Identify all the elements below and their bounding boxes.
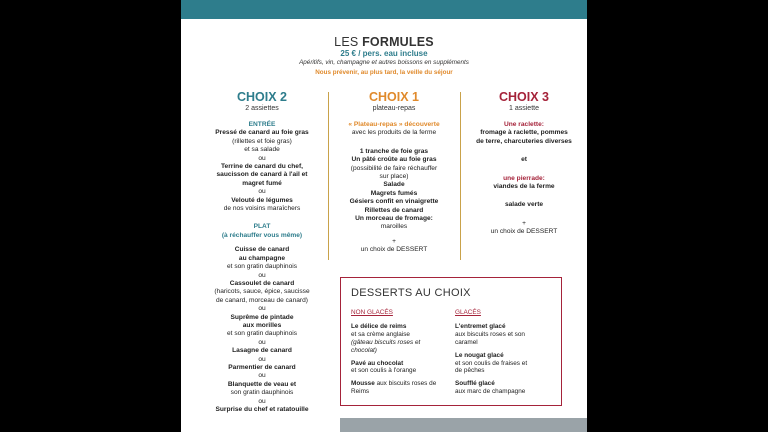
menu-item: Rillettes de canard: [364, 206, 424, 214]
desserts-title: DESSERTS AU CHOIX: [351, 287, 471, 299]
dessert-item: L'entremet glacé aux biscuits roses et son caramel: [455, 322, 525, 346]
menu-item: Blanquette de veau et: [227, 380, 297, 388]
choix3-subtitle: 1 assiette: [509, 105, 539, 112]
menu-item: Salade: [383, 181, 405, 189]
menu-item: Suprême de pintade: [230, 313, 294, 321]
dessert-item: Soufflé glacé aux marc de champagne: [455, 380, 526, 396]
footer-photo: [340, 418, 587, 432]
menu-item: saucisson de canard à l'ail et: [216, 171, 308, 179]
desserts-box: [340, 277, 562, 406]
page-title: LES FORMULES: [334, 35, 434, 49]
menu-item-note: (rillettes et foie gras): [232, 137, 292, 145]
plat-label: PLAT: [253, 223, 271, 231]
menu-item: aux morilles: [242, 321, 282, 329]
choix3-title: CHOIX 3: [498, 90, 549, 104]
menu-item-note: et son gratin dauphinois: [226, 330, 298, 338]
menu-item-note: maroilles: [380, 223, 408, 231]
non-glaces-heading: NON GLACÉS: [351, 309, 393, 316]
menu-item: Gésiers confit en vinaigrette: [349, 198, 439, 206]
dessert-choice: un choix de DESSERT: [490, 228, 558, 236]
choix1-column: [329, 91, 459, 255]
plus-sign: +: [392, 237, 396, 245]
plateau-tag: « Plateau-repas » découverte: [348, 121, 440, 128]
menu-item: Magrets fumés: [370, 189, 418, 197]
or-separator: ou: [258, 338, 266, 346]
choix1-subtitle: plateau-repas: [372, 105, 416, 112]
price-line: 25 € / pers. eau incluse: [340, 49, 428, 58]
choix2-subtitle: 2 assiettes: [245, 105, 279, 112]
column-divider: [460, 92, 461, 260]
choix3-column: [463, 91, 585, 237]
menu-item: Un pâté croûte au foie gras: [351, 156, 437, 164]
glaces-column: [455, 309, 559, 401]
raclette-label: Une raclette:: [504, 121, 544, 128]
or-separator: ou: [258, 397, 266, 405]
menu-item: Terrine de canard du chef,: [221, 163, 303, 171]
menu-item-note: de canard, morceau de canard): [215, 296, 308, 304]
menu-item-note: (haricots, sauce, épice, saucisse: [214, 288, 310, 296]
menu-item-note: (possibilité de faire réchauffer: [350, 164, 438, 172]
dessert-item: Le délice de reims et sa crème anglaise (gâteau biscuits roses et chocolat): [351, 322, 421, 354]
menu-item-note: et son gratin dauphinois: [226, 263, 298, 271]
glaces-heading: GLACÉS: [455, 309, 481, 316]
menu-item-note: et sa salade: [244, 146, 280, 154]
menu-item: Cuisse de canard: [234, 246, 290, 254]
menu-page: [181, 0, 587, 432]
or-separator: ou: [258, 372, 266, 380]
or-separator: ou: [258, 271, 266, 279]
menu-item: au champagne: [238, 254, 286, 262]
dessert-item: Le nougat glacé et son coulis de fraises et de pêches: [455, 351, 528, 375]
entree-label: ENTRÉE: [248, 121, 276, 128]
plateau-tag-sub: avec les produits de la ferme: [351, 129, 437, 137]
menu-item-note: son gratin dauphinois: [230, 389, 294, 397]
choix2-title: CHOIX 2: [236, 90, 287, 104]
menu-item-note: de nos voisins maraîchers: [223, 205, 301, 213]
menu-item: Velouté de légumes: [231, 196, 293, 204]
or-separator: ou: [258, 154, 266, 162]
plus-sign: +: [522, 219, 526, 227]
menu-item: Surprise du chef et ratatouille: [215, 406, 309, 413]
and-separator: et: [521, 156, 527, 164]
or-separator: ou: [258, 188, 266, 196]
plat-note: (à réchauffer vous même): [221, 231, 303, 239]
or-separator: ou: [258, 355, 266, 363]
menu-item: Cassoulet de canard: [229, 279, 295, 287]
dessert-item: Mousse aux biscuits roses de Reims: [351, 380, 437, 396]
menu-item: Un morceau de fromage:: [355, 215, 433, 223]
menu-item: 1 tranche de foie gras: [359, 147, 429, 155]
menu-item: magret fumé: [242, 179, 282, 187]
notice-line: Nous prévenir, au plus tard, la veille du séjour: [315, 69, 453, 76]
menu-item-note: sur place): [379, 173, 409, 181]
menu-item: salade verte: [504, 201, 544, 209]
menu-item: de terre, charcuteries diverses: [476, 137, 572, 145]
non-glaces-column: [351, 309, 451, 401]
choix2-column: [196, 91, 328, 414]
menu-item: Parmentier de canard: [228, 363, 296, 371]
menu-item: fromage à raclette, pommes: [480, 129, 568, 137]
or-separator: ou: [258, 305, 266, 313]
menu-item: viandes de la ferme: [493, 183, 555, 191]
header-band: [181, 0, 587, 19]
pierrade-label: une pierrade:: [503, 174, 545, 182]
extras-note: Apéritifs, vin, champagne et autres boissons en suppléments: [299, 59, 469, 66]
menu-item: Pressé de canard au foie gras: [215, 129, 309, 137]
menu-item: Lasagne de canard: [232, 347, 292, 355]
dessert-item: Pavé au chocolat et son coulis à l'orange: [351, 359, 417, 375]
dessert-choice: un choix de DESSERT: [360, 246, 428, 254]
choix1-title: CHOIX 1: [368, 90, 419, 104]
